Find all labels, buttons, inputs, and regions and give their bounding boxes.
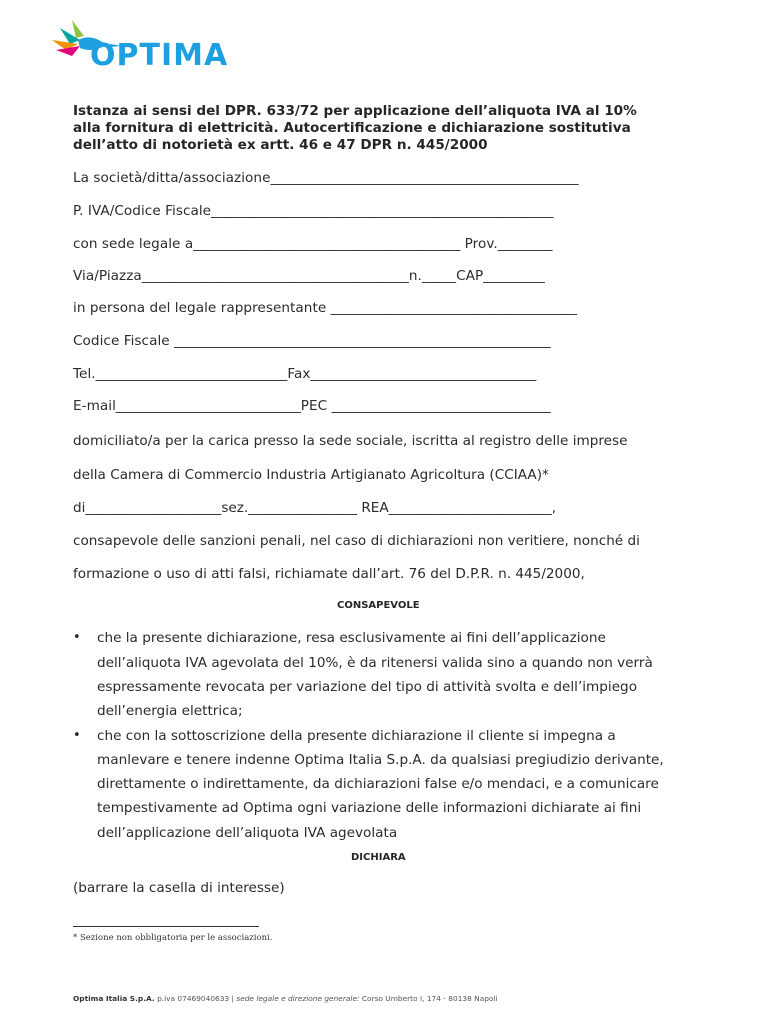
- footer-sede-label: sede legale e direzione generale:: [236, 994, 360, 1003]
- paragraph-line: consapevole delle sanzioni penali, nel caso di dichiarazioni non veritiere, nonché di: [73, 533, 640, 549]
- footer-company: Optima Italia S.p.A.: [73, 994, 155, 1003]
- logo-wordmark: OPTIMA: [90, 38, 229, 73]
- bullet-icon: •: [73, 728, 81, 743]
- bullet-line: dell’aliquota IVA agevolata del 10%, è da ritenersi valida sino a quando non verrà: [97, 655, 653, 671]
- paragraph-line: formazione o uso di atti falsi, richiamate dall’art. 76 del D.P.R. n. 445/2000,: [73, 566, 585, 582]
- bullet-line: tempestivamente ad Optima ogni variazione delle informazioni dichiarate ai fini: [97, 800, 642, 816]
- title-line: Istanza ai sensi del DPR. 633/72 per applicazione dell’aliquota IVA al 10%: [73, 103, 637, 119]
- bullet-line: che con la sottoscrizione della presente dichiarazione il cliente si impegna a: [97, 728, 616, 744]
- consapevole-heading: CONSAPEVOLE: [337, 600, 420, 611]
- bullet-line: manlevare e tenere indenne Optima Italia S.p.A. da qualsiasi pregiudizio derivante,: [97, 752, 664, 768]
- barrare-instruction: (barrare la casella di interesse): [73, 880, 285, 896]
- document-title: [73, 103, 703, 154]
- paragraph-line: della Camera di Commercio Industria Artigianato Agricoltura (CCIAA)*: [73, 467, 549, 483]
- bullet-icon: •: [73, 630, 81, 645]
- footnote-divider: [73, 926, 259, 927]
- bullet-line: dell’energia elettrica;: [97, 703, 243, 719]
- bullet-line: che la presente dichiarazione, resa esclusivamente ai fini dell’applicazione: [97, 630, 606, 646]
- title-line: dell’atto di notorietà ex artt. 46 e 47 DPR n. 445/2000: [73, 137, 488, 153]
- bullet-line: dell’applicazione dell’aliquota IVA agevolata: [97, 825, 398, 841]
- paragraph-line: domiciliato/a per la carica presso la sede sociale, iscritta al registro delle imprese: [73, 433, 628, 449]
- title-line: alla fornitura di elettricità. Autocertificazione e dichiarazione sostitutiva: [73, 120, 631, 136]
- field-company-name[interactable]: La società/ditta/associazione_____________________________________________: [73, 170, 579, 186]
- field-legal-representative[interactable]: in persona del legale rappresentante ____________________________________: [73, 300, 578, 316]
- field-phone-fax[interactable]: Tel.____________________________Fax_________________________________: [73, 366, 537, 382]
- field-email-pec[interactable]: E-mail___________________________PEC ________________________________: [73, 398, 551, 414]
- footer-piva: p.iva 07469040633 |: [157, 994, 234, 1003]
- bullet-line: direttamente o indirettamente, da dichiarazioni false e/o mendaci, e a comunicare: [97, 776, 659, 792]
- field-street[interactable]: Via/Piazza_______________________________________n._____CAP_________: [73, 268, 545, 284]
- page-footer: [73, 994, 498, 1003]
- field-registered-office[interactable]: con sede legale a_______________________________________ Prov.________: [73, 236, 553, 252]
- dichiara-heading: DICHIARA: [351, 852, 406, 863]
- field-fiscal-code[interactable]: Codice Fiscale _______________________________________________________: [73, 333, 551, 349]
- footer-address: Corso Umberto I, 174 - 80138 Napoli: [361, 994, 498, 1003]
- footnote: * Sezione non obbligatoria per le associazioni.: [73, 933, 273, 943]
- field-vat-number[interactable]: P. IVA/Codice Fiscale__________________________________________________: [73, 203, 554, 219]
- field-cciaa-rea[interactable]: di____________________sez.________________ REA________________________,: [73, 500, 557, 516]
- bullet-line: espressamente revocata per variazione del tipo di attività svolta e dell’impiego: [97, 679, 638, 695]
